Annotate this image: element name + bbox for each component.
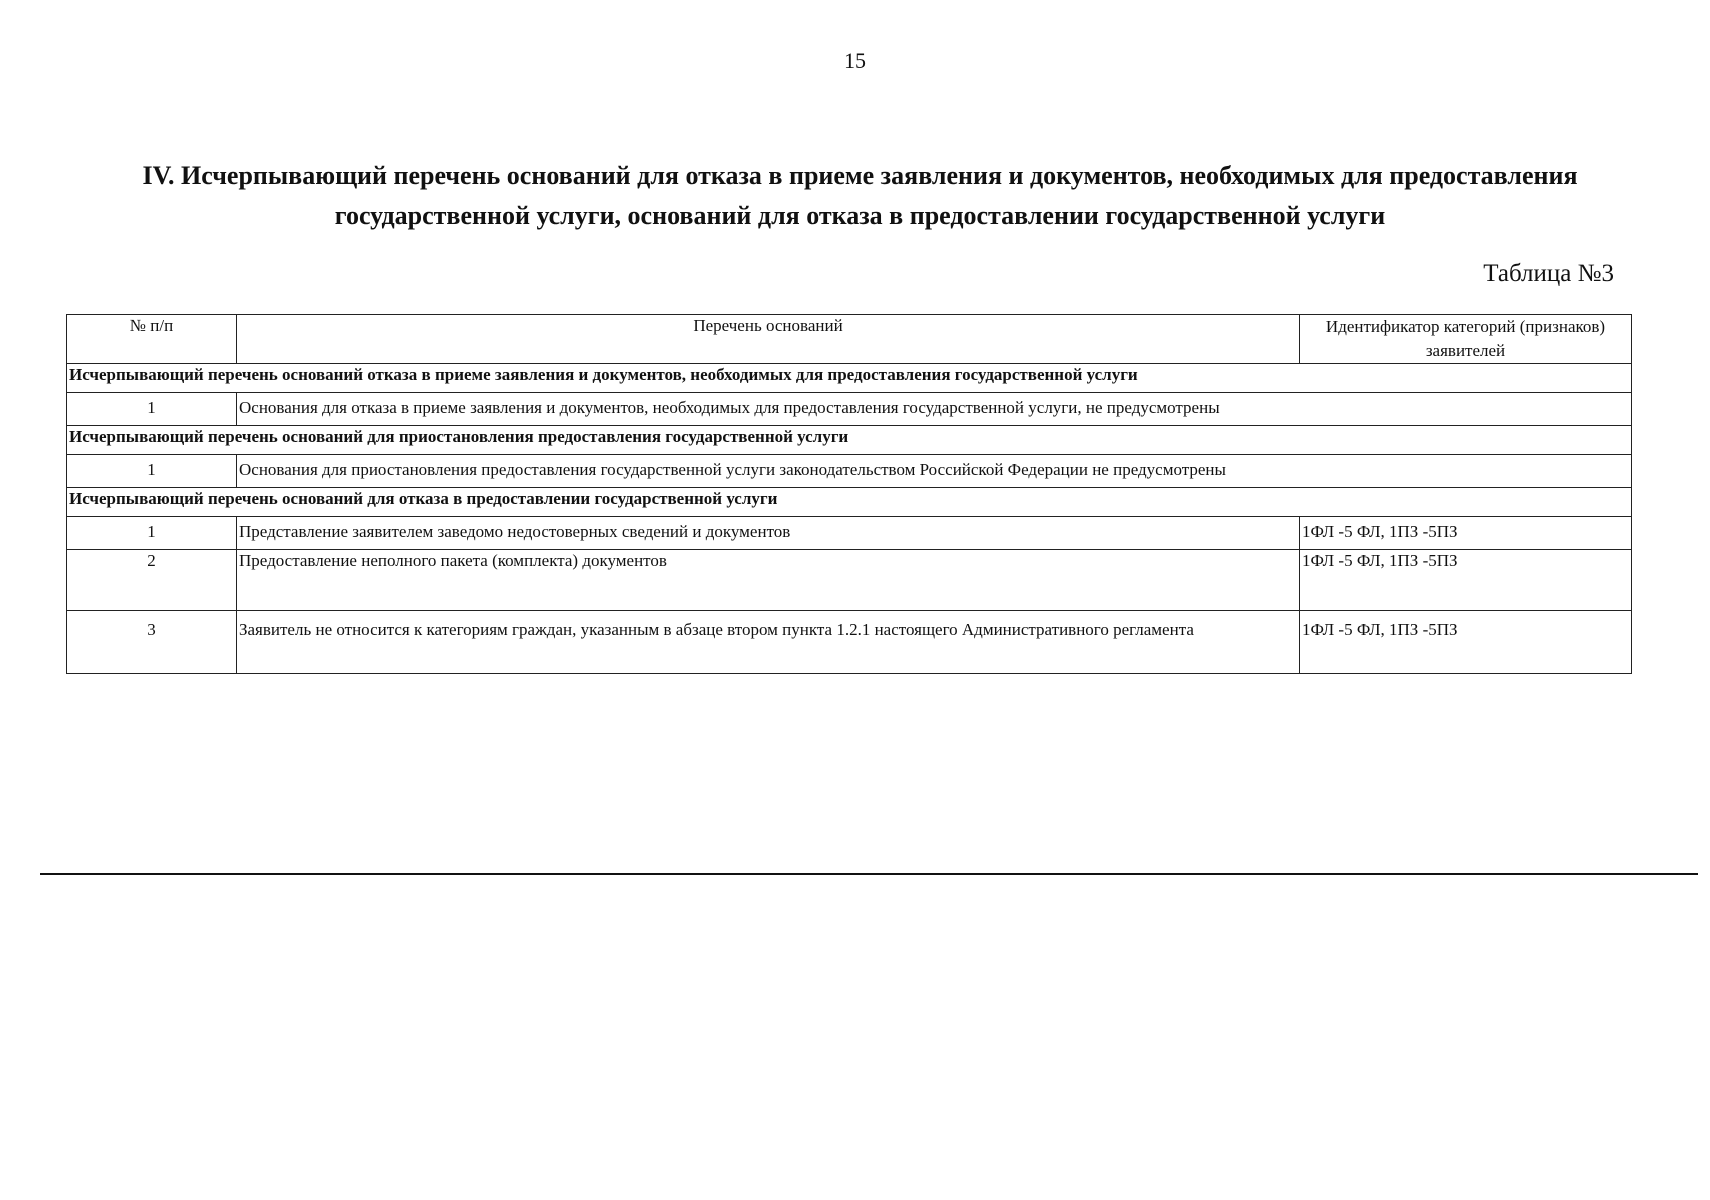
row-number: 3 bbox=[67, 611, 237, 674]
header-grounds-list: Перечень оснований bbox=[237, 315, 1300, 364]
group-row-reception-refusal bbox=[67, 364, 1632, 393]
bottom-divider bbox=[40, 873, 1698, 875]
row-number: 1 bbox=[67, 517, 237, 550]
table-row bbox=[67, 517, 1632, 550]
header-applicant-ids: Идентификатор категорий (признаков) заявителей bbox=[1300, 315, 1632, 364]
row-number: 2 bbox=[67, 550, 237, 611]
group-row-service-refusal bbox=[67, 488, 1632, 517]
group-title: Исчерпывающий перечень оснований для отказа в предоставлении государственной услуги bbox=[67, 488, 1632, 517]
row-number: 1 bbox=[67, 393, 237, 426]
table-row bbox=[67, 455, 1632, 488]
table-header-row bbox=[67, 315, 1632, 364]
section-title-line-1: IV. Исчерпывающий перечень оснований для отказа в приеме заявления и документов, необходимых для предоставления bbox=[142, 161, 1578, 190]
group-title: Исчерпывающий перечень оснований отказа в приеме заявления и документов, необходимых для предоставления государственной услуги bbox=[67, 364, 1632, 393]
group-row-suspension bbox=[67, 426, 1632, 455]
row-text: Основания для отказа в приеме заявления и документов, необходимых для предоставления государственной услуги, не предусмотрены bbox=[237, 393, 1632, 426]
row-text: Заявитель не относится к категориям граждан, указанным в абзаце втором пункта 1.2.1 настоящего Административного регламента bbox=[237, 611, 1300, 674]
row-applicant-ids: 1ФЛ -5 ФЛ, 1ПЗ -5ПЗ bbox=[1300, 517, 1632, 550]
row-number: 1 bbox=[67, 455, 237, 488]
row-applicant-ids: 1ФЛ -5 ФЛ, 1ПЗ -5ПЗ bbox=[1300, 611, 1632, 674]
group-title: Исчерпывающий перечень оснований для приостановления предоставления государственной услуги bbox=[67, 426, 1632, 455]
table-caption: Таблица №3 bbox=[1483, 260, 1614, 287]
row-text: Представление заявителем заведомо недостоверных сведений и документов bbox=[237, 517, 1300, 550]
row-text: Основания для приостановления предоставления государственной услуги законодательством Российской Федерации не предусмотрены bbox=[237, 455, 1632, 488]
section-title bbox=[40, 156, 1680, 236]
table-row bbox=[67, 611, 1632, 674]
row-applicant-ids: 1ФЛ -5 ФЛ, 1ПЗ -5ПЗ bbox=[1300, 550, 1632, 611]
table-row bbox=[67, 393, 1632, 426]
table-row bbox=[67, 550, 1632, 611]
page-number: 15 bbox=[844, 48, 866, 73]
grounds-table bbox=[66, 314, 1632, 674]
header-number: № п/п bbox=[67, 315, 237, 364]
section-title-line-2: государственной услуги, оснований для отказа в предоставлении государственной услуги bbox=[334, 201, 1386, 230]
row-text: Предоставление неполного пакета (комплекта) документов bbox=[237, 550, 1300, 611]
